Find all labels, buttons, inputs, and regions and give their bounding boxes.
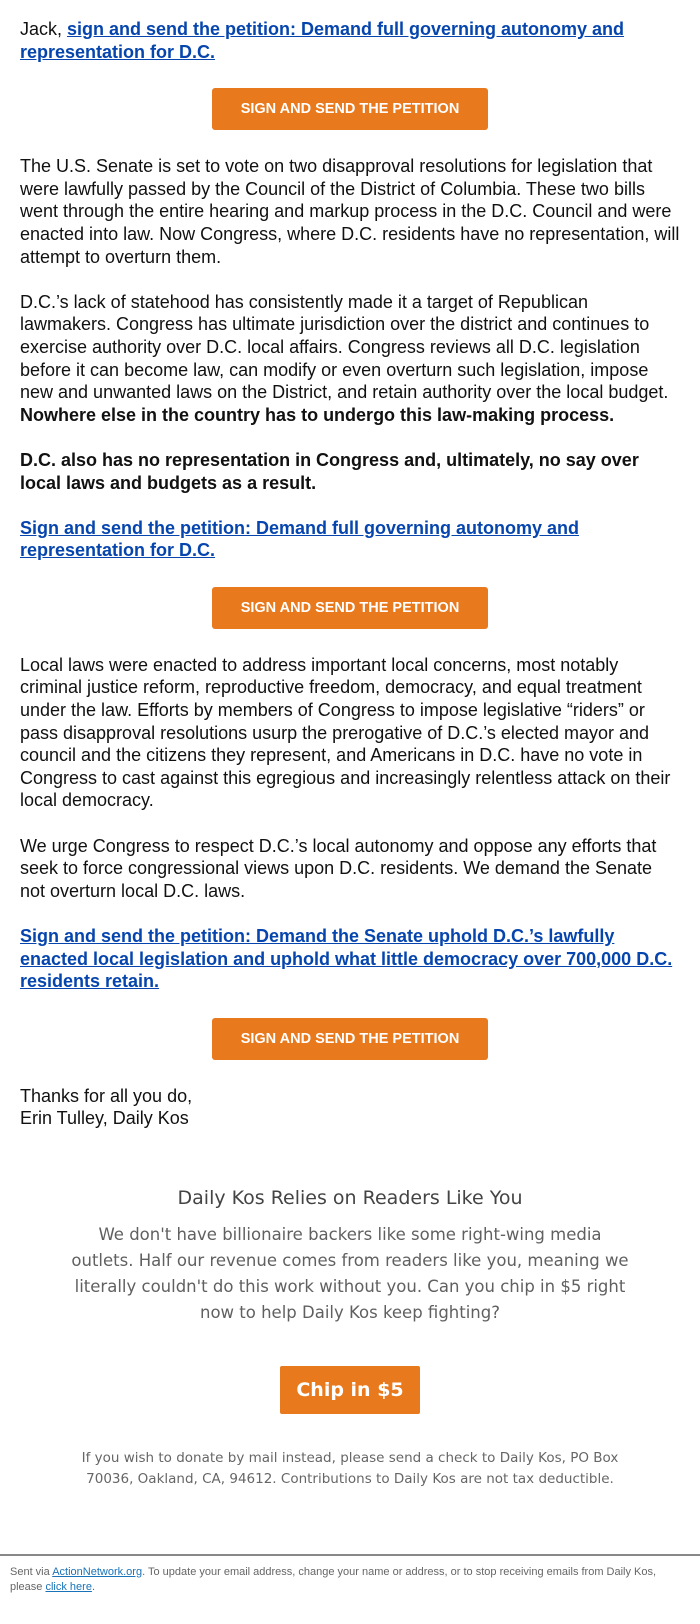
greeting: [20, 18, 680, 63]
actionnetwork-link[interactable]: ActionNetwork.org: [52, 1566, 143, 1578]
petition-link-paragraph-3: [20, 925, 680, 993]
donation-description: We don't have billionaire backers like some right-wing media outlets. Half our revenue comes from readers like you, meaning we literally couldn't do this work without you. Can you chip in $5 right now to help Daily Kos keep fighting?: [71, 1224, 629, 1322]
paragraph-nowhere-else: Nowhere else in the country has to undergo this law-making process.: [20, 404, 615, 425]
petition-link-2[interactable]: Sign and send the petition: Demand full governing autonomy and representation for D.C.: [20, 517, 580, 561]
paragraph-urge-congress: We urge Congress to respect D.C.’s local autonomy and oppose any efforts that seek to force congressional views upon D.C. residents. We demand the Senate not overturn local D.C. laws.: [20, 835, 657, 901]
unsubscribe-link[interactable]: click here: [45, 1581, 92, 1593]
sign-petition-button-1[interactable]: SIGN AND SEND THE PETITION: [212, 88, 488, 130]
signoff-signature: Erin Tulley, Daily Kos: [20, 1108, 189, 1129]
footer-sent-via: Sent via: [10, 1566, 53, 1578]
footer-end: .: [91, 1581, 96, 1593]
button-row-3: [20, 1018, 680, 1060]
paragraph-local-laws: Local laws were enacted to address important local concerns, most notably criminal justice reform, reproductive freedom, democracy, and equal treatment under the law. Efforts by members of Congress to impose legislative “riders” or pass disapproval resolutions usurp the prerogative of D.C.’s elected mayor and council and the citizens they represent, and Americans in D.C. have no vote in Congress to cast against this egregious and increasingly relentless attack on their local democracy.: [20, 654, 671, 811]
petition-link-3[interactable]: Sign and send the petition: Demand the Senate uphold D.C.’s lawfully enacted local legislation and uphold what little democracy over 700,000 D.C. residents retain.: [20, 926, 673, 992]
petition-link-paragraph-2: [20, 517, 680, 562]
donation-heading: Daily Kos Relies on Readers Like You: [177, 1186, 523, 1209]
paragraph-no-representation: D.C. also has no representation in Congress and, ultimately, no say over local laws and budgets as a result.: [20, 449, 639, 493]
chip-in-button[interactable]: Chip in $5: [280, 1366, 420, 1414]
sign-petition-button-2[interactable]: SIGN AND SEND THE PETITION: [212, 587, 488, 629]
signoff-thanks: Thanks for all you do,: [20, 1085, 193, 1106]
recipient-name: Jack,: [20, 19, 68, 39]
paragraph-statehood: D.C.’s lack of statehood has consistently made it a target of Republican lawmakers. Congress has ultimate jurisdiction over the district and continues to exercise authority over D.C. local affairs. Congress reviews all D.C. legislation before it can become law, can modify or even overturn such legislation, impose new and unwanted laws on the District, and retain authority over the local budget.: [20, 291, 669, 403]
footer-text: . To update your email address, change your name or address, or to stop receiving emails from Daily Kos, please: [10, 1566, 657, 1593]
mail-donation-note: If you wish to donate by mail instead, please send a check to Daily Kos, PO Box 70036, Oakland, CA, 94612. Contributions to Daily Kos are not tax deductible.: [81, 1449, 619, 1487]
email-footer: [0, 1554, 700, 1595]
sign-petition-button-3[interactable]: SIGN AND SEND THE PETITION: [212, 1018, 488, 1060]
donation-section: [20, 1186, 680, 1490]
paragraph-senate-vote: The U.S. Senate is set to vote on two disapproval resolutions for legislation that were lawfully passed by the Council of the District of Columbia. These two bills went through the entire hearing and markup process in the D.C. Council and were enacted into law. Now Congress, where D.C. residents have no representation, will attempt to overturn them.: [20, 156, 680, 267]
button-row-1: [20, 88, 680, 130]
button-row-2: [20, 587, 680, 629]
petition-link-1[interactable]: sign and send the petition: Demand full governing autonomy and representation for D.C.: [20, 19, 625, 62]
